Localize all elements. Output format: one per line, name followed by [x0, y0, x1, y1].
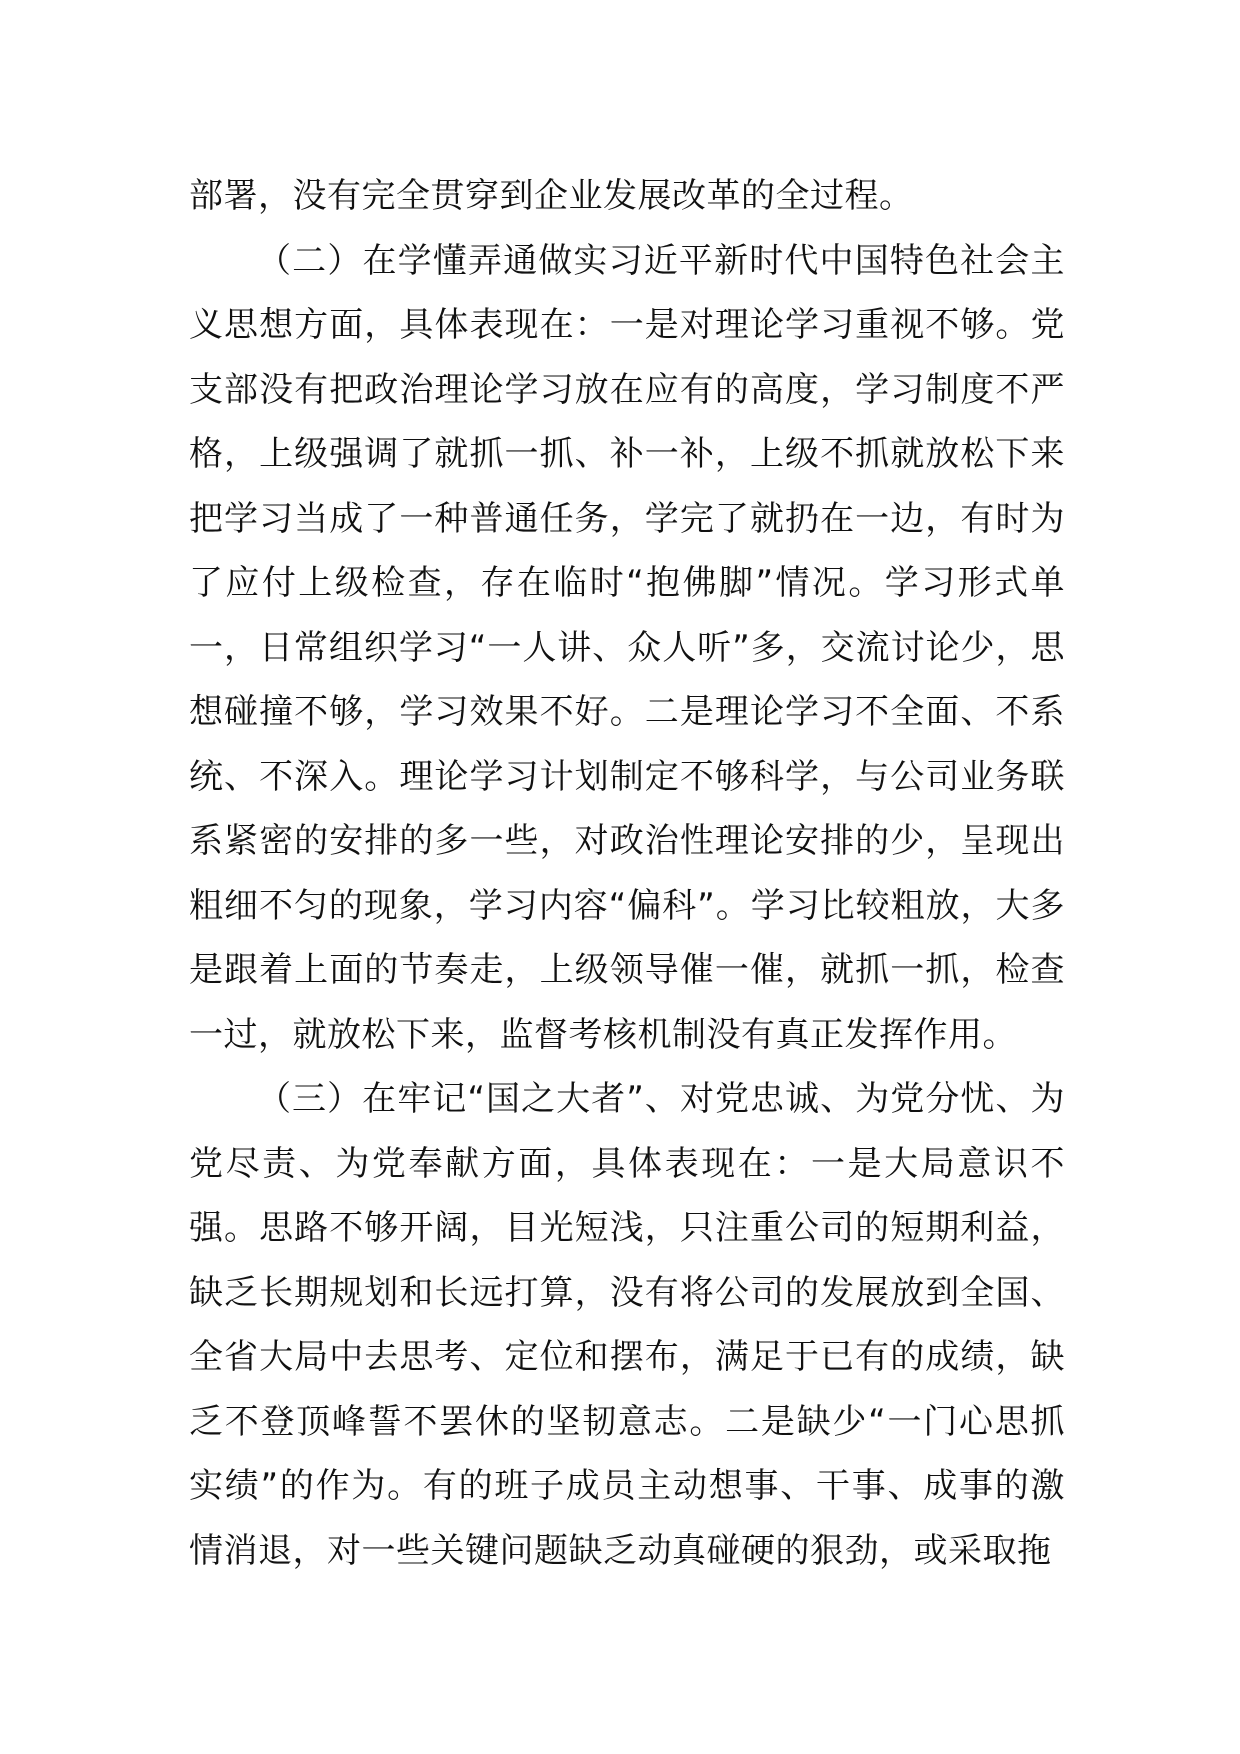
- paragraph-section-three: （三）在牢记“国之大者”、对党忠诚、为党分忧、为党尽责、为党奉献方面，具体表现在：一是大局意识不强。思路不够开阔，目光短浅，只注重公司的短期利益，缺乏长期规划和长远打算，没有将公司的发展放到全国、全省大局中去思考、定位和摆布，满足于已有的成绩，缺乏不登顶峰誓不罢休的坚韧意志。二是缺少“一门心思抓实绩”的作为。有的班子成员主动想事、干事、成事的激情消退，对一些关键问题缺乏动真碰硬的狠劲，或采取拖: [189, 1079, 1065, 1571]
- document-body: [189, 164, 1065, 1583]
- paragraph-continued: 部署，没有完全贯穿到企业发展改革的全过程。: [189, 176, 914, 216]
- paragraph-section-two: （二）在学懂弄通做实习近平新时代中国特色社会主义思想方面，具体表现在：一是对理论学习重视不够。党支部没有把政治理论学习放在应有的高度，学习制度不严格，上级强调了就抓一抓、补一补，上级不抓就放松下来把学习当成了一种普通任务，学完了就扔在一边，有时为了应付上级检查，存在临时“抱佛脚”情况。学习形式单一，日常组织学习“一人讲、众人听”多，交流讨论少，思想碰撞不够，学习效果不好。二是理论学习不全面、不系统、不深入。理论学习计划制定不够科学，与公司业务联系紧密的安排的多一些，对政治性理论安排的少，呈现出粗细不匀的现象，学习内容“偏科”。学习比较粗放，大多是跟着上面的节奏走，上级领导催一催，就抓一抓，检查一过，就放松下来，监督考核机制没有真正发挥作用。: [189, 240, 1065, 1055]
